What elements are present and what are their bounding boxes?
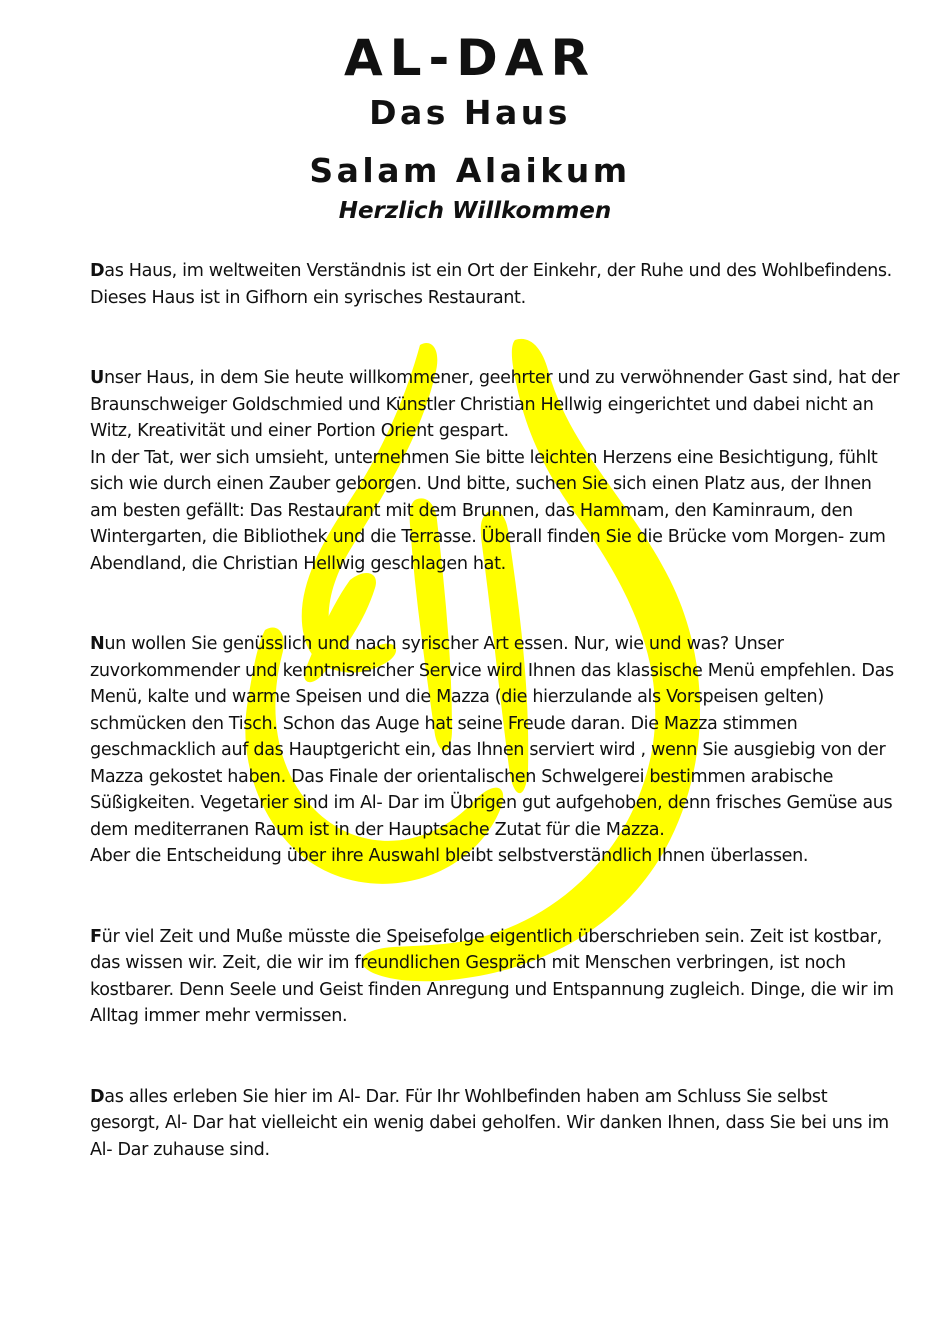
paragraph-text-continued: Aber die Entscheidung über ihre Auswahl bleibt selbstverständlich Ihnen überlassen. <box>90 846 809 866</box>
paragraph-text-continued: In der Tat, wer sich umsieht, unternehmen Sie bitte leichten Herzens eine Besichtigung, fühlt sich wie durch einen Zauber geborgen. Und bitte, suchen Sie sich einen Platz aus, der Ihnen am besten gefällt: Das Restaurant mit dem Brunnen, das Hammam, den Kaminraum, den Wintergarten, die Bibliothek und die Terrasse. Überall finden Sie die Brücke vom Morgen- zum Abendland, die Christian Hellwig geschlagen hat. <box>90 447 886 574</box>
page-title: AL-DAR <box>343 29 596 87</box>
paragraph-food <box>90 631 900 870</box>
drop-initial: U <box>90 368 104 388</box>
drop-initial: D <box>90 1086 105 1107</box>
paragraph-text: ür viel Zeit und Muße müsste die Speisefolge eigentlich überschrieben sein. Zeit ist kostbar, das wissen wir. Zeit, die wir im freundlichen Gespräch mit Menschen verbringen, ist noch kostbarer. Denn Seele und Geist finden Anregung und Entspannung zugleich. Dinge, die wir im Alltag immer mehr vermissen. <box>90 926 894 1026</box>
body-text <box>90 258 900 1163</box>
paragraph-house <box>90 365 900 577</box>
paragraph-closing <box>90 1084 900 1164</box>
paragraph-text: as alles erleben Sie hier im Al- Dar. Für Ihr Wohlbefinden haben am Schluss Sie selbst gesorgt, Al- Dar hat vielleicht ein wenig dabei geholfen. Wir danken Ihnen, dass Sie bei uns im Al- Dar zuhause sind. <box>90 1086 889 1160</box>
drop-initial: F <box>90 926 102 947</box>
paragraph-text: as Haus, im weltweiten Verständnis ist ein Ort der Einkehr, der Ruhe und des Wohlbefindens. Dieses Haus ist in Gifhorn ein syrisches Restaurant. <box>90 261 892 308</box>
drop-initial: D <box>90 261 105 281</box>
drop-initial: N <box>90 634 105 654</box>
greeting-heading: Salam Alaikum <box>309 151 631 190</box>
welcome-tagline: Herzlich Willkommen <box>338 198 612 224</box>
page-subtitle: Das Haus <box>369 93 571 132</box>
paragraph-text: nser Haus, in dem Sie heute willkommener, geehrter und zu verwöhnender Gast sind, hat der Braunschweiger Goldschmied und Künstler Christian Hellwig eingerichtet und dabei nicht an Witz, Kreativität und einer Portion Orient gespart. <box>90 368 900 441</box>
paragraph-text: un wollen Sie genüsslich und nach syrischer Art essen. Nur, wie und was? Unser zuvorkommender und kenntnisreicher Service wird Ihnen das klassische Menü empfehlen. Das Menü, kalte und warme Speisen und die Mazza (die hierzulande als Vorspeisen gelten) schmücken den Tisch. Schon das Auge hat seine Freude daran. Die Mazza stimmen geschmacklich auf das Hauptgericht ein, das Ihnen serviert wird , wenn Sie ausgiebig von der Mazza gekostet haben. Das Finale der orientalischen Schwelgerei bestimmen arabische Süßigkeiten. Vegetarier sind im Al- Dar im Übrigen gut aufgehoben, denn frisches Gemüse aus dem mediterranen Raum ist in der Hauptsache Zutat für die Mazza. <box>90 634 894 840</box>
paragraph-time <box>90 924 900 1030</box>
paragraph-intro <box>90 258 900 311</box>
